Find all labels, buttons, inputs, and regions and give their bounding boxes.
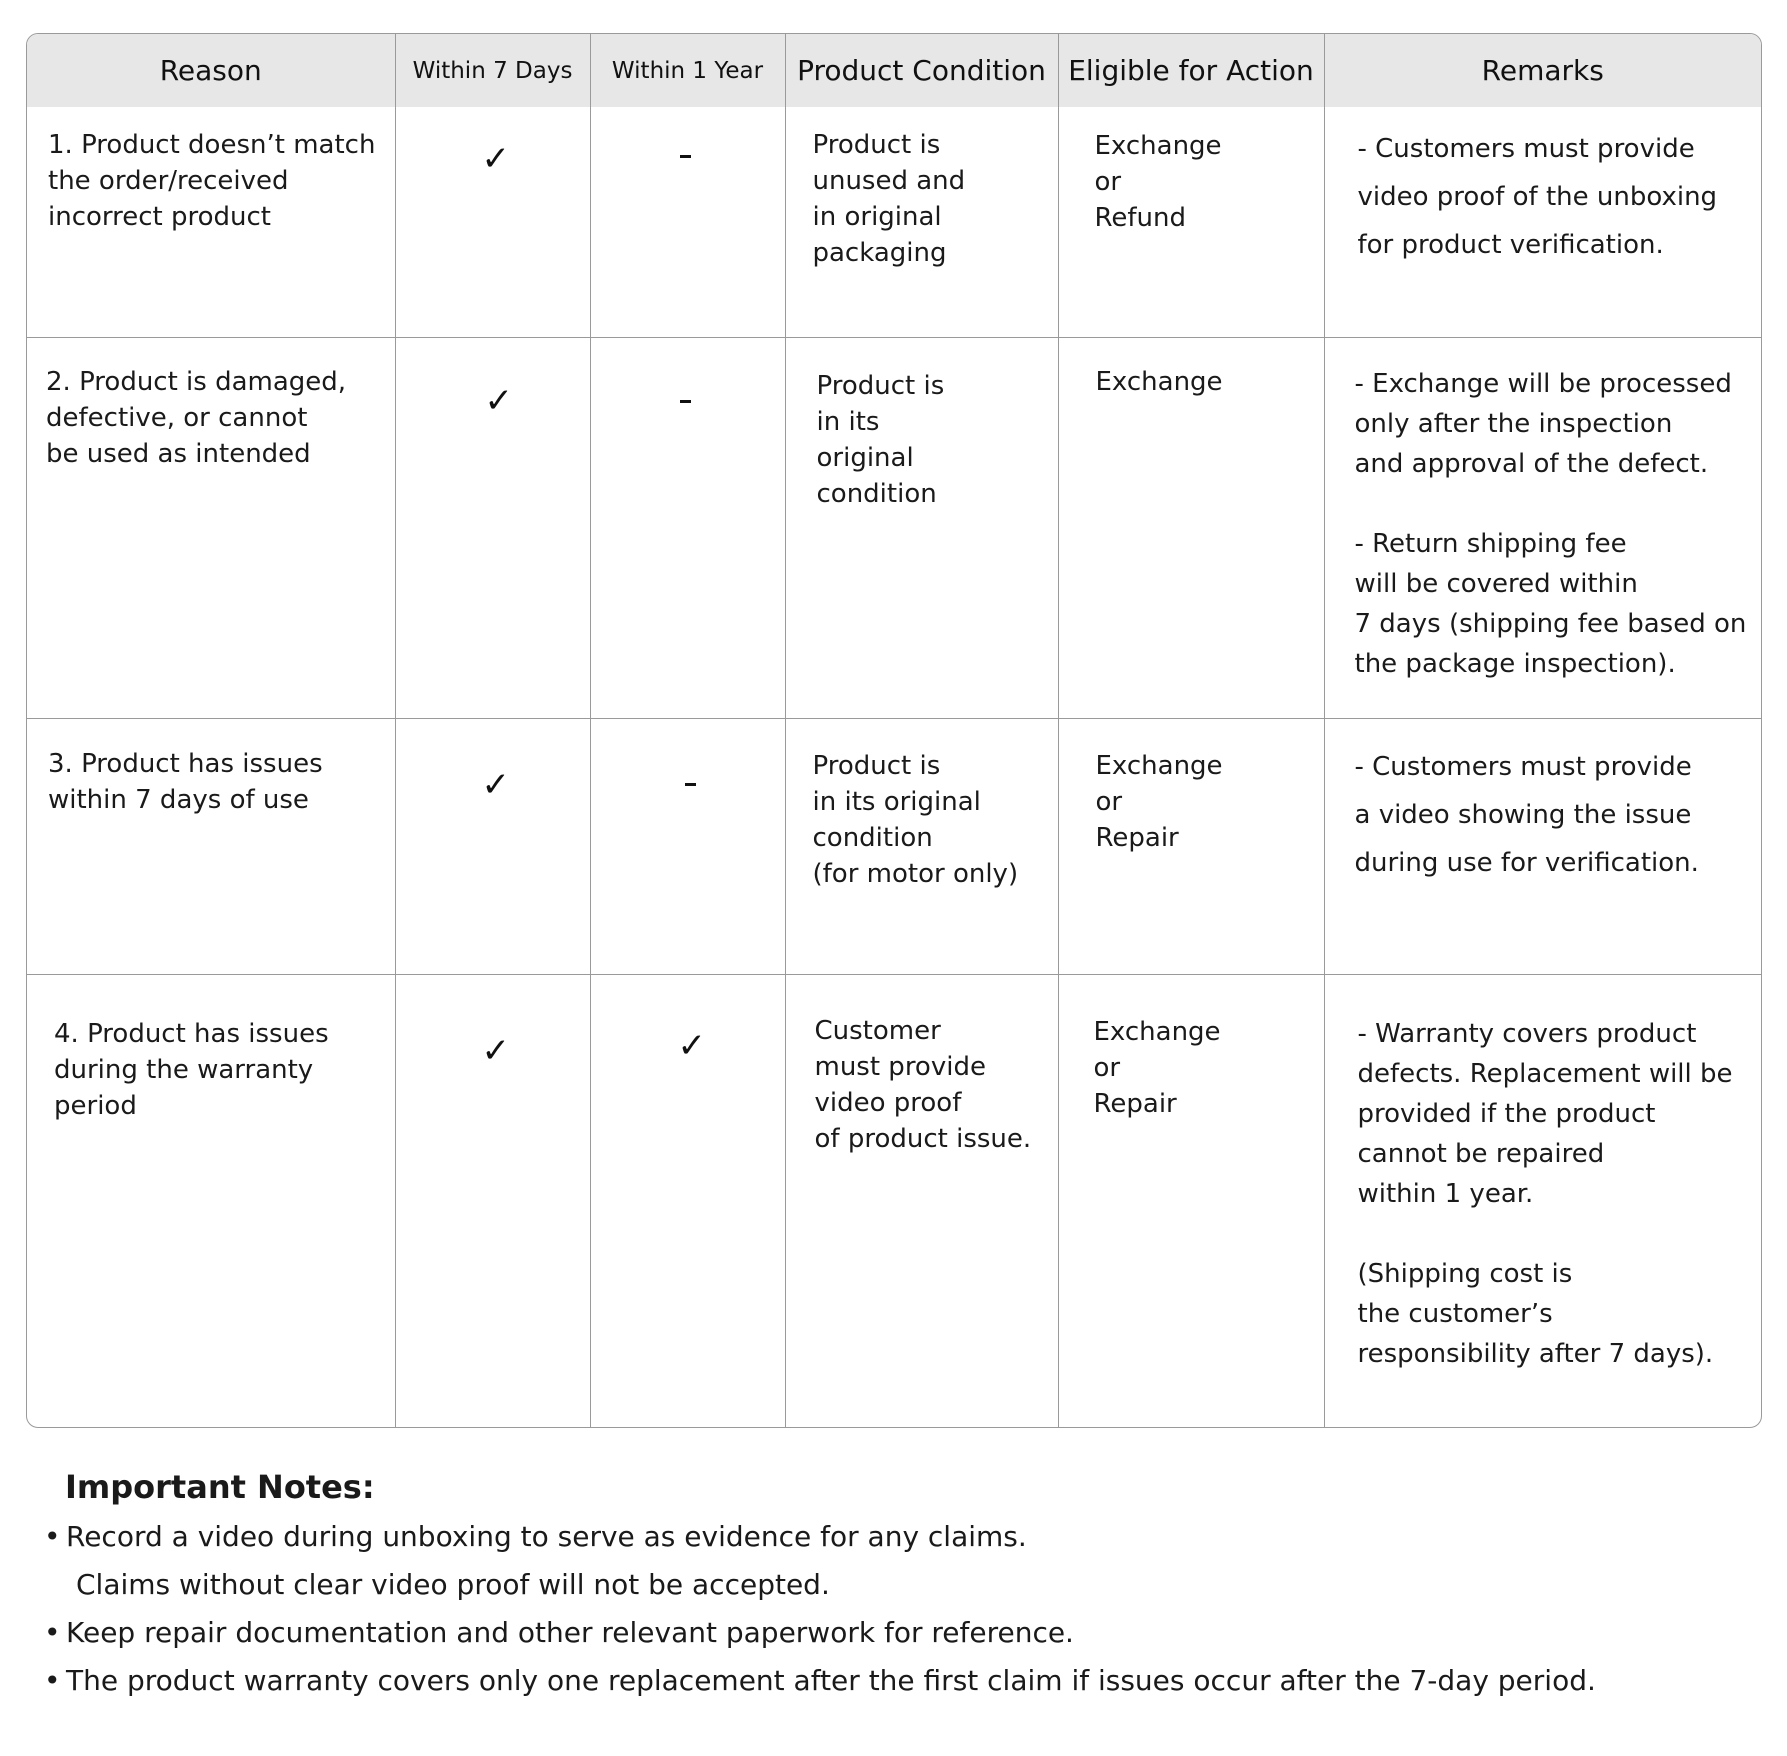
action-text: Exchange or Refund bbox=[1094, 131, 1222, 233]
action-text: Exchange bbox=[1095, 366, 1223, 397]
note-item bbox=[44, 1520, 1027, 1553]
note-item-continuation bbox=[76, 1568, 830, 1601]
header-within-7-days: Within 7 Days bbox=[395, 34, 590, 107]
remarks-cell bbox=[1324, 337, 1761, 718]
note-item bbox=[44, 1616, 1074, 1649]
header-reason: Reason bbox=[27, 34, 395, 107]
action-cell bbox=[1058, 107, 1324, 337]
checkmark-icon: ✓ bbox=[481, 139, 510, 179]
within-1-year-cell bbox=[590, 718, 785, 974]
note-text: Claims without clear video proof will not be accepted. bbox=[76, 1568, 830, 1601]
condition-text: Customer must provide video proof of product issue. bbox=[814, 1015, 1032, 1154]
remarks-text: - Customers must provide a video showing the issue during use for verification. bbox=[1354, 751, 1699, 878]
condition-cell bbox=[785, 974, 1058, 1427]
within-7-days-cell bbox=[395, 974, 590, 1427]
checkmark-icon: ✓ bbox=[481, 764, 510, 805]
reason-cell bbox=[27, 337, 395, 718]
condition-text: Product is in its original condition (for motor only) bbox=[812, 750, 1019, 889]
table-row bbox=[27, 718, 1761, 974]
header-within-1-year: Within 1 Year bbox=[590, 34, 785, 107]
reason-cell bbox=[27, 974, 395, 1427]
remarks-cell bbox=[1324, 107, 1761, 337]
note-text: Keep repair documentation and other relevant paperwork for reference. bbox=[66, 1616, 1074, 1649]
return-policy-table bbox=[26, 33, 1762, 1428]
action-text: Exchange or Repair bbox=[1095, 750, 1223, 853]
condition-text: Product is in its original condition bbox=[816, 370, 945, 509]
within-1-year-cell bbox=[590, 107, 785, 337]
action-cell bbox=[1058, 718, 1324, 974]
condition-text: Product is unused and in original packaging bbox=[812, 130, 966, 268]
action-cell bbox=[1058, 974, 1324, 1427]
reason-cell bbox=[27, 107, 395, 337]
header-eligible-for-action: Eligible for Action bbox=[1058, 34, 1324, 107]
reason-text: 2. Product is damaged, defective, or cannot be used as intended bbox=[46, 366, 347, 469]
condition-cell bbox=[785, 718, 1058, 974]
within-7-days-cell bbox=[395, 337, 590, 718]
remarks-cell bbox=[1324, 718, 1761, 974]
reason-text: 1. Product doesn’t match the order/received incorrect product bbox=[48, 130, 376, 232]
within-1-year-cell bbox=[590, 974, 785, 1427]
reason-text: 4. Product has issues during the warranty period bbox=[54, 1018, 329, 1121]
action-cell bbox=[1058, 337, 1324, 718]
within-7-days-cell bbox=[395, 107, 590, 337]
checkmark-icon: ✓ bbox=[481, 1030, 510, 1071]
table-row bbox=[27, 107, 1761, 337]
condition-cell bbox=[785, 107, 1058, 337]
within-1-year-cell bbox=[590, 337, 785, 718]
checkmark-icon: ✓ bbox=[484, 380, 513, 421]
bullet-icon: • bbox=[44, 1664, 61, 1697]
action-text: Exchange or Repair bbox=[1093, 1016, 1221, 1119]
dash-icon bbox=[680, 155, 691, 158]
dash-icon bbox=[680, 400, 691, 403]
header-product-condition: Product Condition bbox=[785, 34, 1058, 107]
condition-cell bbox=[785, 337, 1058, 718]
notes-title: Important Notes: bbox=[65, 1468, 375, 1506]
reason-text: 3. Product has issues within 7 days of use bbox=[48, 748, 323, 815]
table-row bbox=[27, 974, 1761, 1427]
table-header-row bbox=[27, 34, 1761, 107]
remarks-text: - Exchange will be processed only after the inspection and approval of the defect. - Return shipping fee will be covered within 7 days (shipping fee based on the package inspection). bbox=[1354, 368, 1747, 679]
reason-cell bbox=[27, 718, 395, 974]
remarks-text: - Warranty covers product defects. Replacement will be provided if the product cannot be repaired within 1 year. (Shipping cost is the customer’s responsibility after 7 days). bbox=[1357, 1018, 1733, 1369]
note-text: The product warranty covers only one replacement after the first claim if issues occur after the 7-day period. bbox=[66, 1664, 1596, 1697]
table-row bbox=[27, 337, 1761, 718]
remarks-text: - Customers must provide video proof of the unboxing for product verification. bbox=[1357, 134, 1718, 260]
remarks-cell bbox=[1324, 974, 1761, 1427]
within-7-days-cell bbox=[395, 718, 590, 974]
bullet-icon: • bbox=[44, 1520, 61, 1553]
note-item bbox=[44, 1664, 1596, 1697]
checkmark-icon: ✓ bbox=[677, 1025, 706, 1066]
header-remarks: Remarks bbox=[1481, 54, 1604, 87]
dash-icon bbox=[685, 783, 696, 786]
note-text: Record a video during unboxing to serve as evidence for any claims. bbox=[66, 1520, 1027, 1553]
bullet-icon: • bbox=[44, 1616, 61, 1649]
